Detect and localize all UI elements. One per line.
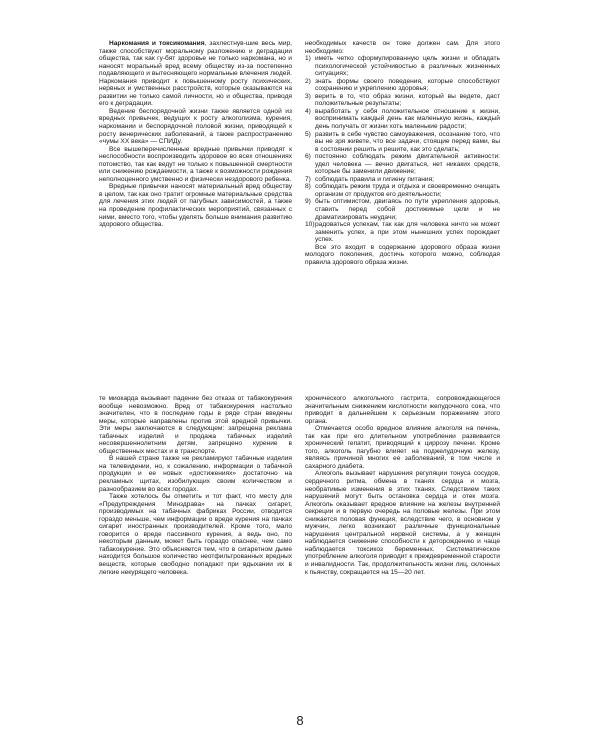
paragraph: Вредные привычки наносят материальный вред обществу в целом, так как оно тратит огромные материальные средства для лечения этих людей от пагубных зависимостей, а также на проведение профилактических мероприятий, связанных с ними, вместо того, чтобы уделять больше внимания развитию здорового общества. <box>99 183 292 229</box>
list-item-number: 6) <box>305 153 311 161</box>
list-item-number: 1) <box>305 55 311 63</box>
section-heading-inline: Наркомания и токсикомания <box>109 40 205 47</box>
list-item-number: 5) <box>305 130 311 138</box>
column-right-top <box>305 40 500 266</box>
list-item-text: знать формы своего поведения, которые способствуют сохранению и укреплению здоровья; <box>315 77 500 93</box>
list-item <box>305 78 500 93</box>
paragraph <box>99 40 292 108</box>
list-item-number: 4) <box>305 107 311 115</box>
list-item <box>305 93 500 108</box>
list-item-text: быть оптимистом, двигаясь по пути укрепления здоровья, ставить перед собой достижимые цели и не драматизировать неудачи; <box>315 198 500 221</box>
column-left-bottom <box>99 395 292 576</box>
list-item-number: 3) <box>305 92 311 100</box>
list-item <box>305 198 500 221</box>
list-item-number: 7) <box>305 175 311 183</box>
list-item-number: 9) <box>305 198 311 206</box>
paragraph: Алкоголь вызывает нарушения регуляции тонуса сосудов, сердечного ритма, обмена в тканях сердца и мозга, необратимые изменения в этих тканях. Следствием таких нарушений могут быть остановка сердца и отек мозга. Алкоголь оказывает вредное влияние на железы внутренней секреции и в первую очередь на половые железы. При этом снижается половая функция, вследствие чего, в основном у мужчин, легко возникают различные функциональные нарушения центральной нервной системы, а у женщин наблюдается снижение способности к деторождению и чаще наблюдается токсикоз беременных. Систематическое употребление алкоголя приводит к преждевременной старости и инвалидности. Так, продолжительность жизни лиц, склонных к пьянству, сокращается на 15—20 лет. <box>305 470 500 576</box>
list-item-text: выработать у себя положительное отношение к жизни, воспринимать каждый день как маленькую жизнь, каждый день получать от жизни хоть маленькие радости; <box>315 107 500 131</box>
list-item <box>305 183 500 198</box>
paragraph: необходимых качеств он тоже должен сам. Для этого необходимо: <box>305 40 500 55</box>
list-item-text: соблюдать режим труда и отдыха и своевременно очищать организм от продуктов его деятельности; <box>315 183 500 198</box>
paragraph-text: , захлестнув-шие весь мир, также способствуют моральному разложению и деградации общества, так как гу-бят здоровье не только наркомана, но и наносят моральный вред всему обществу из-за постепенно подавляющего и вытесняющего нормальные влечения людей. Наркомания приводит к повышенному росту психических, нервных и умственных расстройств, которые сказываются на развитии не только самой личности, но и общества, приводя его к деградации. <box>99 40 292 108</box>
list-item-number: 10) <box>305 221 315 229</box>
list-item <box>305 221 500 244</box>
paragraph: В нашей стране также не рекламируют табачные изделия на телевидении, но, к сожалению, информации о табачной продукции и ее новых «достижениях» достаточно на рекламных щитах, изобилующих своим количеством и разнообразием во всех городах. <box>99 455 292 493</box>
numbered-list <box>305 55 500 244</box>
paragraph: Также хотелось бы отметить и тот факт, что месту для «Предупреждения Минздрава» на пачках сигарет, производимых на табачных фабриках России, отводится гораздо меньше, чем информации о вреде курения на пачках сигарет иностранных производителей. Кроме того, мало говорится о вреде пассивного курения, а ведь оно, по некоторым данным, может быть гораздо опаснее, чем само табакокурение. Это объясняется тем, что в сигаретном дыме находится большое количество неотфильтрованных вредных веществ, которые свободно попадают при вдыхании их в легкие некурящего человека. <box>99 493 292 576</box>
paragraph: те миокарда вызывает падение без отказа от табакокурения вообще невозможно. Вред от табакокурения настолько значителен, что в последние годы в ряде стран введены меры, которые направлены против этой вредной привычки. Эти меры заключаются в следующем: запрещена реклама табачных изделий и продажа табачных изделий несовершеннолетним детям, запрещено курение в общественных местах и в транспорте. <box>99 395 292 455</box>
paragraph: Все вышеперечисленные вредные привычки приводят к неспособности воспроизводить здоровое во всех отношениях потомство, так как ведут не только к повышенной смертности или снижению рождаемости, а также к возможности рождения неполноценного умственно и физически нездорового ребенка. <box>99 145 292 183</box>
list-item <box>305 131 500 154</box>
paragraph: Все это входит в содержание здорового образа жизни молодого поколения, достичь которого можно, соблюдая правила здорового образа жизни. <box>305 243 500 266</box>
list-item-text: соблюдать правила и гигиену питания; <box>315 175 434 183</box>
page-number: 8 <box>296 713 304 728</box>
paragraph: хронического алкогольного гастрита, сопровождающегося значительным снижением кислотности желудочного сока, что приводит в дальнейшем к серьезным поражениям этого органа. <box>305 395 500 425</box>
list-item-text: иметь четко сформулированную цель жизни и обладать психологической устойчивостью в различных жизненных ситуациях; <box>315 55 500 78</box>
list-item <box>305 55 500 78</box>
list-item-text: развить в себе чувство самоуважения, осознание того, что вы не зря живете, что все задачи, стоящие перед вами, вы в состоянии решить и решите, как это сделать; <box>315 130 500 153</box>
list-item-text: радоваться успехам, так как для человека ничто не может заменить успех, а при этом нынешних успех порождает успех. <box>315 221 500 244</box>
column-right-bottom <box>305 395 500 576</box>
paragraph: Ведение беспорядочной жизни также является одной из вредных привычек, ведущих к росту алкоголизма, курения, наркомании и беспорядочной половой жизни, приводящей к росту венерических заболеваний, а также распространению «чумы XX века» — СПИДу. <box>99 107 292 146</box>
list-item-text: постоянно соблюдать режим двигательной активности: удел человека — вечно двигаться, нет никаких средств, которые бы заменили движение; <box>315 153 500 176</box>
list-item-text: верить в то, что образ жизни, который вы ведете, даст положительные результаты; <box>315 92 500 108</box>
column-left-top <box>99 40 292 229</box>
list-item-number: 2) <box>305 77 311 85</box>
list-item-number: 8) <box>305 183 311 191</box>
list-item <box>305 153 500 176</box>
list-item <box>305 108 500 131</box>
paragraph: Отмечается особо вредное влияние алкоголя на печень, так как при его длительном употреблении развивается хронический гепатит, приводящий к циррозу печени. Кроме того, алкоголь пагубно влияет на поджелудочную железу, являясь причиной многих ее заболеваний, в том числе и сахарного диабета. <box>305 425 500 470</box>
